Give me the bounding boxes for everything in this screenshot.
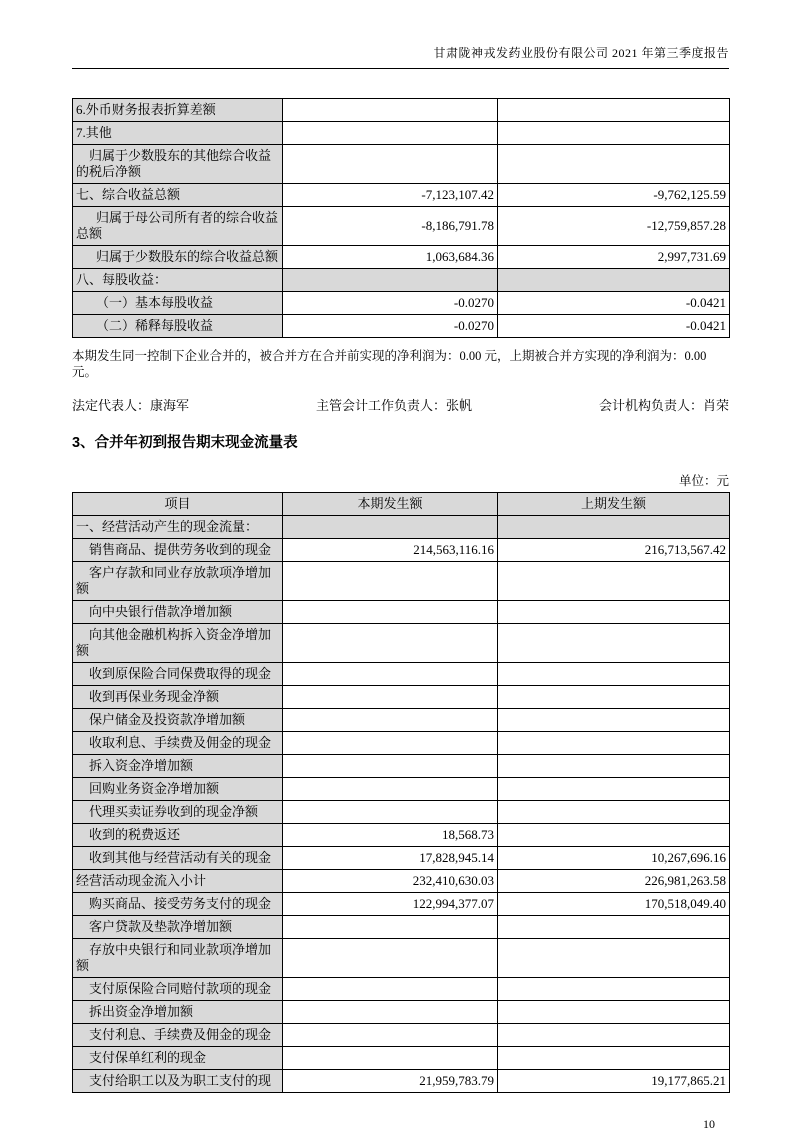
table-row [73, 978, 730, 1001]
prior-period-value-cell [498, 978, 730, 1001]
row-label-cell: 支付原保险合同赔付款项的现金 [73, 978, 283, 1001]
accounting-head-label: 会计机构负责人：肖荣 [598, 398, 729, 413]
prior-period-value-cell [498, 732, 730, 755]
current-period-value-cell: 232,410,630.03 [283, 870, 498, 893]
current-period-value-cell: 18,568.73 [283, 824, 498, 847]
current-period-value-cell: 122,994,377.07 [283, 893, 498, 916]
table-row [73, 824, 730, 847]
current-period-value-cell [283, 562, 498, 601]
prior-period-value-cell: 226,981,263.58 [498, 870, 730, 893]
prior-period-value-cell [498, 709, 730, 732]
current-period-value-cell: 1,063,684.36 [283, 246, 498, 269]
table-row [73, 1024, 730, 1047]
prior-period-value-cell: 216,713,567.42 [498, 539, 730, 562]
prior-period-value-cell [498, 1047, 730, 1070]
current-period-value-cell [283, 755, 498, 778]
current-period-value-cell: -8,186,791.78 [283, 207, 498, 246]
table-row [73, 709, 730, 732]
row-label-cell: 回购业务资金净增加额 [73, 778, 283, 801]
current-period-value-cell: 21,959,783.79 [283, 1070, 498, 1093]
section-title: 3、合并年初到报告期末现金流量表 [72, 435, 298, 451]
table-row [73, 686, 730, 709]
row-label-cell: 拆入资金净增加额 [73, 755, 283, 778]
current-period-value-cell: -7,123,107.42 [283, 184, 498, 207]
row-label-cell: 7.其他 [73, 122, 283, 145]
row-label-cell: 存放中央银行和同业款项净增加额 [73, 939, 283, 978]
prior-period-value-cell [498, 145, 730, 184]
table-row [73, 755, 730, 778]
prior-period-value-cell: -0.0421 [498, 292, 730, 315]
row-label-cell: （一）基本每股收益 [73, 292, 283, 315]
current-period-value-cell [283, 939, 498, 978]
prior-period-value-cell [498, 269, 730, 292]
row-label-cell: 6.外币财务报表折算差额 [73, 99, 283, 122]
row-label-cell: 支付保单红利的现金 [73, 1047, 283, 1070]
table-row [73, 601, 730, 624]
row-label-cell: 收到原保险合同保费取得的现金 [73, 663, 283, 686]
prior-period-value-cell [498, 562, 730, 601]
row-label-cell: 向中央银行借款净增加额 [73, 601, 283, 624]
row-label-cell: 一、经营活动产生的现金流量： [73, 516, 283, 539]
table-row [73, 1001, 730, 1024]
prior-period-value-cell [498, 686, 730, 709]
table-row [73, 870, 730, 893]
prior-period-value-cell: 19,177,865.21 [498, 1070, 730, 1093]
row-label-cell: 八、每股收益： [73, 269, 283, 292]
current-period-value-cell: -0.0270 [283, 315, 498, 338]
prior-period-value-cell: 170,518,049.40 [498, 893, 730, 916]
current-period-value-cell [283, 145, 498, 184]
row-label-cell: 客户贷款及垫款净增加额 [73, 916, 283, 939]
table-row [73, 624, 730, 663]
prior-period-value-cell [498, 1001, 730, 1024]
current-period-value-cell: 214,563,116.16 [283, 539, 498, 562]
row-label-cell: 支付给职工以及为职工支付的现 [73, 1070, 283, 1093]
current-period-value-cell [283, 601, 498, 624]
table-row [73, 562, 730, 601]
signature-row [72, 395, 729, 414]
row-label-cell: 客户存款和同业存放款项净增加额 [73, 562, 283, 601]
header-rule [72, 68, 729, 69]
current-period-value-cell [283, 1047, 498, 1070]
prior-period-value-cell [498, 916, 730, 939]
prior-period-value-cell: 10,267,696.16 [498, 847, 730, 870]
table-header-row [73, 493, 730, 516]
current-period-value-cell: 17,828,945.14 [283, 847, 498, 870]
prior-period-value-cell [498, 601, 730, 624]
current-period-value-cell [283, 732, 498, 755]
current-period-value-cell: -0.0270 [283, 292, 498, 315]
prior-period-value-cell [498, 801, 730, 824]
current-period-value-cell [283, 516, 498, 539]
column-header-current-period: 本期发生额 [283, 493, 498, 516]
table-row [73, 145, 730, 184]
merger-note-text: 本期发生同一控制下企业合并的，被合并方在合并前实现的净利润为：0.00 元，上期被合并方实现的净利润为：0.00 元。 [72, 349, 707, 379]
page-number: 10 [703, 1117, 715, 1131]
table-row [73, 207, 730, 246]
prior-period-value-cell [498, 1024, 730, 1047]
row-label-cell: （二）稀释每股收益 [73, 315, 283, 338]
table-row [73, 939, 730, 978]
current-period-value-cell [283, 1001, 498, 1024]
row-label-cell: 归属于少数股东的综合收益总额 [73, 246, 283, 269]
current-period-value-cell [283, 269, 498, 292]
income-table [72, 98, 730, 338]
row-label-cell: 销售商品、提供劳务收到的现金 [73, 539, 283, 562]
chief-accountant-label: 主管会计工作负责人：张帆 [315, 398, 472, 413]
current-period-value-cell [283, 122, 498, 145]
row-label-cell: 收取利息、手续费及佣金的现金 [73, 732, 283, 755]
table-row [73, 1047, 730, 1070]
legal-representative-label: 法定代表人：康海军 [72, 398, 190, 413]
prior-period-value-cell [498, 516, 730, 539]
table-row [73, 99, 730, 122]
row-label-cell: 拆出资金净增加额 [73, 1001, 283, 1024]
table-row [73, 539, 730, 562]
row-label-cell: 收到其他与经营活动有关的现金 [73, 847, 283, 870]
table-row [73, 732, 730, 755]
prior-period-value-cell [498, 624, 730, 663]
row-label-cell: 向其他金融机构拆入资金净增加额 [73, 624, 283, 663]
current-period-value-cell [283, 978, 498, 1001]
row-label-cell: 收到再保业务现金净额 [73, 686, 283, 709]
current-period-value-cell [283, 1024, 498, 1047]
report-header: 甘肃陇神戎发药业股份有限公司 2021 年第三季度报告 [433, 46, 729, 60]
prior-period-value-cell [498, 99, 730, 122]
current-period-value-cell [283, 624, 498, 663]
table-row [73, 847, 730, 870]
table-row [73, 184, 730, 207]
current-period-value-cell [283, 778, 498, 801]
table-row [73, 893, 730, 916]
table-row [73, 801, 730, 824]
table-row [73, 916, 730, 939]
row-label-cell: 归属于少数股东的其他综合收益的税后净额 [73, 145, 283, 184]
table-row [73, 516, 730, 539]
table-row [73, 122, 730, 145]
prior-period-value-cell: -9,762,125.59 [498, 184, 730, 207]
current-period-value-cell [283, 686, 498, 709]
current-period-value-cell [283, 663, 498, 686]
prior-period-value-cell [498, 939, 730, 978]
row-label-cell: 经营活动现金流入小计 [73, 870, 283, 893]
column-header-item: 项目 [73, 493, 283, 516]
row-label-cell: 七、综合收益总额 [73, 184, 283, 207]
current-period-value-cell [283, 916, 498, 939]
table-row [73, 292, 730, 315]
cashflow-table [72, 492, 730, 1093]
table-row [73, 1070, 730, 1093]
row-label-cell: 购买商品、接受劳务支付的现金 [73, 893, 283, 916]
prior-period-value-cell: -12,759,857.28 [498, 207, 730, 246]
table-row [73, 269, 730, 292]
prior-period-value-cell [498, 122, 730, 145]
prior-period-value-cell [498, 824, 730, 847]
table-row [73, 315, 730, 338]
prior-period-value-cell [498, 663, 730, 686]
current-period-value-cell [283, 709, 498, 732]
prior-period-value-cell: -0.0421 [498, 315, 730, 338]
row-label-cell: 收到的税费返还 [73, 824, 283, 847]
table-row [73, 663, 730, 686]
unit-label: 单位：元 [678, 474, 729, 488]
column-header-prior-period: 上期发生额 [498, 493, 730, 516]
row-label-cell: 支付利息、手续费及佣金的现金 [73, 1024, 283, 1047]
row-label-cell: 保户储金及投资款净增加额 [73, 709, 283, 732]
prior-period-value-cell [498, 778, 730, 801]
row-label-cell: 代理买卖证券收到的现金净额 [73, 801, 283, 824]
row-label-cell: 归属于母公司所有者的综合收益总额 [73, 207, 283, 246]
table-row [73, 778, 730, 801]
prior-period-value-cell: 2,997,731.69 [498, 246, 730, 269]
table-row [73, 246, 730, 269]
current-period-value-cell [283, 801, 498, 824]
current-period-value-cell [283, 99, 498, 122]
prior-period-value-cell [498, 755, 730, 778]
